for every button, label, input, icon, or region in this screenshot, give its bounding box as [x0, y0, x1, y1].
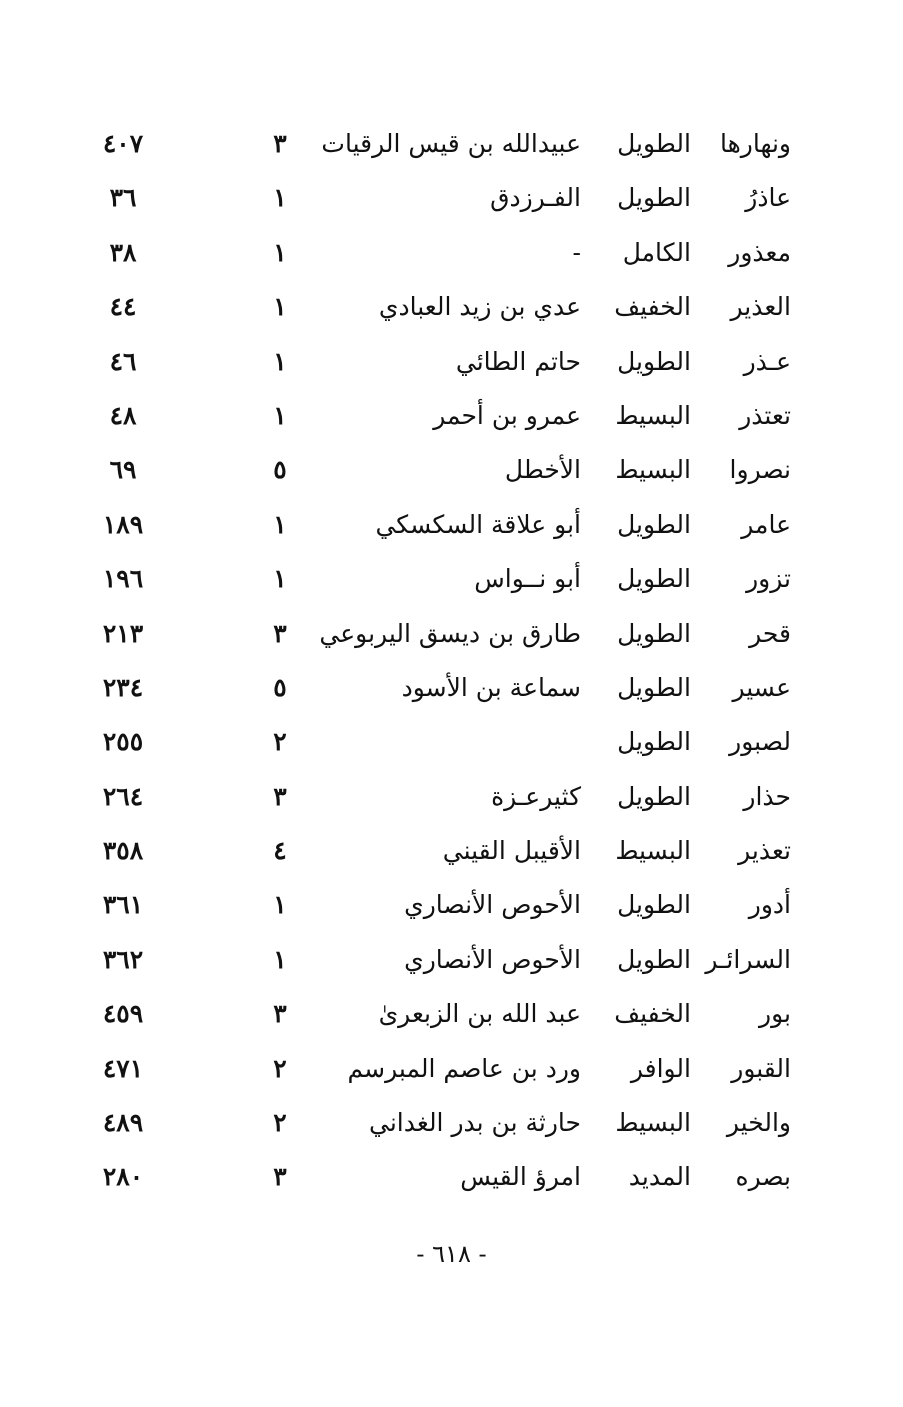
- rhyme-cell: أدور: [748, 890, 791, 920]
- page-reference-cell: ٤٧١: [102, 1053, 144, 1083]
- table-row: [0, 661, 903, 715]
- rhyme-cell: تزور: [746, 564, 791, 594]
- table-row: [0, 226, 903, 280]
- poet-cell: عبيدالله بن قيس الرقيات: [321, 129, 581, 158]
- meter-cell: الطويل: [617, 944, 691, 974]
- page-reference-cell: ٤٤: [109, 292, 137, 322]
- table-row: [0, 443, 903, 497]
- meter-cell: الطويل: [617, 346, 691, 376]
- poet-cell: حاتم الطائي: [455, 346, 581, 376]
- page-reference-cell: ٣٦٢: [102, 944, 144, 974]
- table-row: [0, 498, 903, 552]
- page-reference-cell: ٦٩: [109, 455, 137, 485]
- poet-cell: سماعة بن الأسود: [401, 672, 581, 702]
- poetry-index-table: [0, 117, 903, 1205]
- meter-cell: الطويل: [617, 129, 691, 158]
- meter-cell: الكامل: [622, 237, 691, 267]
- verse-count-cell: ١: [273, 292, 287, 322]
- rhyme-cell: والخير: [726, 1108, 791, 1138]
- page-reference-cell: ٤٨٩: [102, 1108, 144, 1138]
- rhyme-cell: القبور: [731, 1053, 791, 1083]
- verse-count-cell: ١: [273, 944, 287, 974]
- meter-cell: الطويل: [617, 564, 691, 594]
- meter-cell: الطويل: [617, 672, 691, 702]
- rhyme-cell: السرائـر: [705, 944, 791, 974]
- page-reference-cell: ١٨٩: [102, 509, 144, 539]
- rhyme-cell: عاذرُ: [745, 183, 791, 213]
- verse-count-cell: ٤: [273, 836, 287, 866]
- rhyme-cell: بور: [759, 999, 791, 1029]
- meter-cell: الطويل: [617, 509, 691, 539]
- poet-cell: أبو علاقة السكسكي: [375, 509, 581, 539]
- meter-cell: الخفيف: [614, 999, 691, 1029]
- page-reference-cell: ٣٦١: [102, 890, 144, 920]
- rhyme-cell: لصبور: [729, 727, 791, 757]
- verse-count-cell: ٣: [273, 1162, 287, 1192]
- poet-cell: -: [572, 237, 581, 267]
- verse-count-cell: ٥: [273, 672, 287, 702]
- rhyme-cell: قحر: [749, 618, 791, 648]
- rhyme-cell: العذير: [730, 292, 791, 322]
- meter-cell: الوافر: [630, 1053, 691, 1083]
- verse-count-cell: ١: [273, 509, 287, 539]
- verse-count-cell: ٢: [273, 727, 287, 757]
- rhyme-cell: عسير: [732, 672, 791, 702]
- poet-cell: [301, 715, 581, 769]
- rhyme-cell: معذور: [728, 237, 791, 267]
- meter-cell: البسيط: [615, 455, 691, 485]
- page-reference-cell: ٢٣٤: [102, 672, 144, 702]
- table-row: [0, 933, 903, 987]
- rhyme-cell: عـذر: [743, 346, 791, 376]
- poet-cell: طارق بن ديسق اليربوعي: [319, 618, 581, 648]
- table-row: [0, 335, 903, 389]
- rhyme-cell: نصروا: [729, 455, 791, 485]
- poet-cell: عدي بن زيد العبادي: [378, 292, 581, 322]
- verse-count-cell: ٢: [273, 1053, 287, 1083]
- table-row: [0, 770, 903, 824]
- page-number: - ٦١٨ -: [416, 1240, 487, 1268]
- table-row: [0, 878, 903, 932]
- poet-cell: ورد بن عاصم المبرسم: [347, 1053, 581, 1083]
- verse-count-cell: ١: [273, 237, 287, 267]
- verse-count-cell: ١: [273, 346, 287, 376]
- table-row: [0, 715, 903, 769]
- meter-cell: البسيط: [615, 400, 691, 430]
- table-row: [0, 389, 903, 443]
- table-row: [0, 280, 903, 334]
- verse-count-cell: ٣: [273, 999, 287, 1029]
- page-reference-cell: ٢٥٥: [102, 727, 144, 757]
- table-row: [0, 1150, 903, 1204]
- poet-cell: امرؤ القيس: [460, 1162, 581, 1192]
- verse-count-cell: ٣: [273, 129, 287, 158]
- table-row: [0, 987, 903, 1041]
- meter-cell: البسيط: [615, 836, 691, 866]
- poet-cell: الفـرزدق: [490, 183, 581, 213]
- table-row: [0, 1096, 903, 1150]
- poet-cell: أبو نــواس: [474, 564, 581, 594]
- verse-count-cell: ١: [273, 400, 287, 430]
- verse-count-cell: ١: [273, 564, 287, 594]
- table-row: [0, 171, 903, 225]
- rhyme-cell: ونهارها: [719, 129, 791, 158]
- poet-cell: الأحوص الأنصاري: [404, 944, 581, 974]
- page-reference-cell: ٢٦٤: [102, 781, 144, 811]
- meter-cell: الطويل: [617, 618, 691, 648]
- page-reference-cell: ٢١٣: [102, 618, 144, 648]
- verse-count-cell: ٥: [273, 455, 287, 485]
- verse-count-cell: ٢: [273, 1108, 287, 1138]
- poet-cell: الأخطل: [504, 455, 581, 485]
- table-row: [0, 1042, 903, 1096]
- page-reference-cell: ٣٦: [109, 183, 137, 213]
- page-reference-cell: ١٩٦: [102, 564, 144, 594]
- table-row: [0, 824, 903, 878]
- page-reference-cell: ٢٨٠: [102, 1162, 144, 1192]
- rhyme-cell: حذار: [743, 781, 791, 811]
- poet-cell: حارثة بن بدر الغداني: [369, 1108, 581, 1138]
- rhyme-cell: تعذير: [738, 836, 791, 866]
- poet-cell: الأحوص الأنصاري: [404, 890, 581, 920]
- page-reference-cell: ٣٥٨: [102, 836, 144, 866]
- page-reference-cell: ٤٦: [109, 346, 137, 376]
- poet-cell: كثيرعـزة: [491, 781, 581, 811]
- rhyme-cell: بصره: [735, 1162, 791, 1192]
- meter-cell: الطويل: [617, 781, 691, 811]
- meter-cell: البسيط: [615, 1108, 691, 1138]
- meter-cell: الطويل: [617, 183, 691, 213]
- meter-cell: الطويل: [617, 890, 691, 920]
- page-reference-cell: ٤٠٧: [102, 129, 144, 158]
- poet-cell: عمرو بن أحمر: [433, 400, 581, 430]
- verse-count-cell: ١: [273, 183, 287, 213]
- meter-cell: الطويل: [617, 727, 691, 757]
- table-row: [0, 552, 903, 606]
- page-reference-cell: ٣٨: [109, 237, 137, 267]
- verse-count-cell: ٣: [273, 781, 287, 811]
- meter-cell: المديد: [628, 1162, 691, 1192]
- poet-cell: الأقيبل القيني: [442, 836, 581, 866]
- table-row: [0, 607, 903, 661]
- verse-count-cell: ٣: [273, 618, 287, 648]
- rhyme-cell: تعتذر: [739, 400, 791, 430]
- page-reference-cell: ٤٨: [109, 400, 137, 430]
- poet-cell: عبد الله بن الزبعرىٰ: [378, 999, 581, 1029]
- page-reference-cell: ٤٥٩: [102, 999, 144, 1029]
- rhyme-cell: عامر: [741, 509, 791, 539]
- table-row: [0, 117, 903, 171]
- verse-count-cell: ١: [273, 890, 287, 920]
- meter-cell: الخفيف: [614, 292, 691, 322]
